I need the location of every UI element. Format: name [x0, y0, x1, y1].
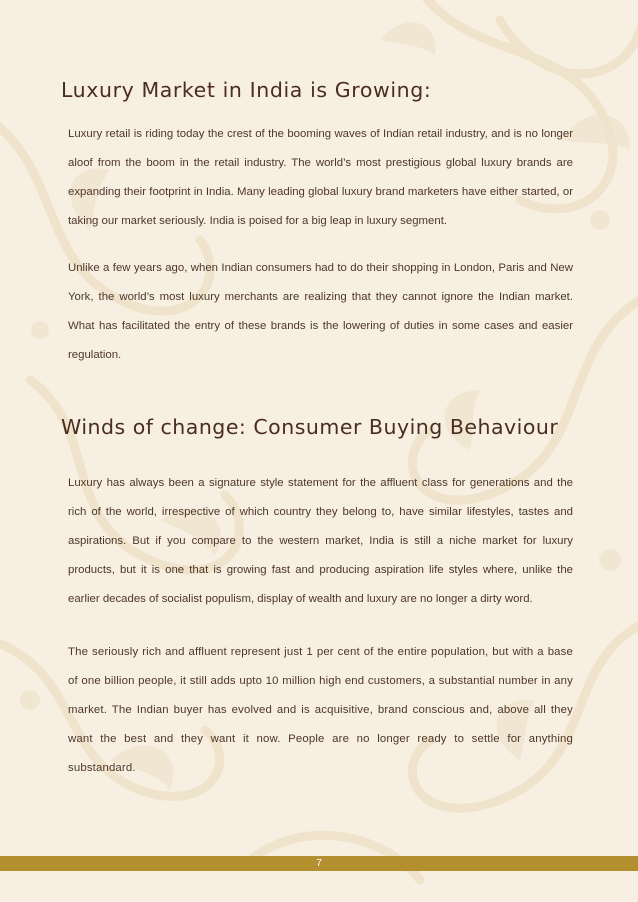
footer-bar — [0, 856, 638, 871]
section-heading-luxury-market: Luxury Market in India is Growing: — [61, 78, 432, 102]
paragraph-winds-of-change-1: Luxury has always been a signature style statement for the affluent class for generations and the rich of the world, irrespective of which country they belong to, have similar lifestyles, tastes and aspirations. But if you compare to the western market, India is still a niche market for luxury products, but it is one that is growing fast and producing aspiration life styles where, unlike the earlier decades of socialist populism, display of wealth and luxury are no longer a dirty word. — [68, 477, 573, 605]
section-heading-winds-of-change: Winds of change: Consumer Buying Behaviour — [61, 415, 559, 439]
paragraph-winds-of-change-2: The seriously rich and affluent represent just 1 per cent of the entire population, but with a base of one billion people, it still adds upto 10 million high end customers, a substantial number in any market. The Indian buyer has evolved and is acquisitive, brand conscious and, above all they want the best and they want it now. People are no longer ready to settle for anything substandard. — [68, 646, 573, 774]
paragraph-luxury-market-1: Luxury retail is riding today the crest of the booming waves of Indian retail industry, and is no longer aloof from the boom in the retail industry. The world’s most prestigious global luxury brands are expanding their footprint in India. Many leading global luxury brand marketers have either started, or taking our market seriously. India is poised for a big leap in luxury segment. — [68, 128, 573, 227]
paragraph-luxury-market-2: Unlike a few years ago, when Indian consumers had to do their shopping in London, Paris and New York, the world’s most luxury merchants are realizing that they cannot ignore the Indian market. What has facilitated the entry of these brands is the lowering of duties in some cases and easier regulation. — [68, 262, 573, 361]
page-number: 7 — [316, 857, 322, 869]
